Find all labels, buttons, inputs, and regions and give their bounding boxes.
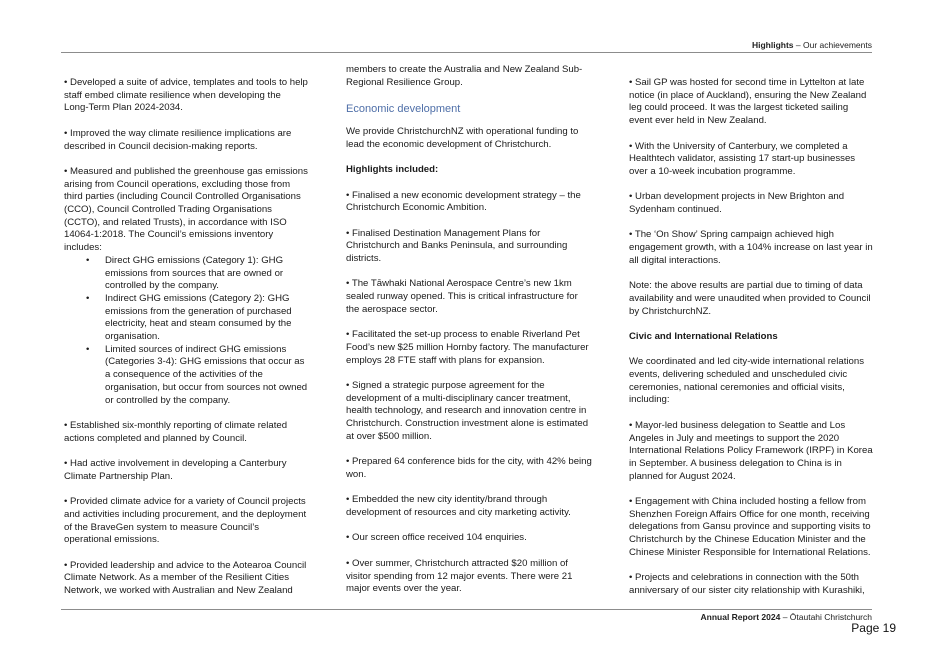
highlights-label: Highlights included: bbox=[346, 164, 439, 176]
paragraph: • Improved the way climate resilience implications are described in Council decision-making reports. bbox=[64, 127, 292, 152]
paragraph: • Provided leadership and advice to the Aotearoa Council Climate Network. As a member of the Resilient Cities Network, we worked with Australian and New Zealand bbox=[64, 559, 307, 597]
footer-subtitle: – Ōtautahi Christchurch bbox=[782, 612, 872, 622]
list-item: • The ‘On Show’ Spring campaign achieved high engagement growth, with a 104% increase on last year in all digital interactions. bbox=[629, 229, 873, 266]
list-item: • Over summer, Christchurch attracted $20 million of visitor spending from 12 major events. There were 21 major events over the year. bbox=[346, 557, 573, 595]
list-item: • Limited sources of indirect GHG emissions (Categories 3-4): GHG emissions that occur as a consequence of the activities of the organisation, but occur from sources not owned or controlled by the company. bbox=[105, 344, 308, 408]
list-item: • Mayor-led business delegation to Seattle and Los Angeles in July and meetings to support the 2020 International Relations Policy Framework (IRPF) in Korea in September. A business delegation to China is in planned for August 2024. bbox=[629, 419, 873, 482]
column-2 bbox=[346, 64, 592, 609]
paragraph: • Developed a suite of advice, templates and tools to help staff embed climate resilience when developing the Long-Term Plan 2024-2034. bbox=[64, 77, 308, 114]
header-section: Highlights bbox=[751, 40, 794, 50]
footer-rule bbox=[61, 609, 872, 610]
emissions-list bbox=[64, 255, 308, 407]
list-item: • Signed a strategic purpose agreement for the development of a multi-disciplinary cancer treatment, health technology, and research and innovation centre in Christchurch. Construction investment alone is estimated at over $500 million. bbox=[346, 380, 589, 442]
column-3 bbox=[629, 77, 873, 610]
footer-title: Annual Report 2024 bbox=[700, 612, 781, 622]
header-rule bbox=[61, 52, 872, 53]
list-item: • Our screen office received 104 enquiries. bbox=[346, 532, 527, 544]
note: Note: the above results are partial due to timing of data availability and were unaudited when provided to Council by ChristchurchNZ. bbox=[629, 280, 871, 317]
page-header bbox=[752, 40, 872, 50]
list-item: • Finalised Destination Management Plans for Christchurch and Banks Peninsula, and surrounding districts. bbox=[346, 227, 568, 265]
paragraph: • Had active involvement in developing a Canterbury Climate Partnership Plan. bbox=[64, 458, 287, 482]
list-item: • Prepared 64 conference bids for the city, with 42% being won. bbox=[346, 456, 592, 480]
list-item: • Engagement with China included hosting a fellow from Shenzhen Foreign Affairs Office for one month, receiving delegations from Gansu province and supporting visits to Christchurch by the Chinese Education Minister and the Chinese Minister Responsible for International Relations. bbox=[629, 496, 871, 558]
column-1 bbox=[64, 77, 308, 610]
paragraph: • Established six-monthly reporting of climate related actions completed and planned by Council. bbox=[64, 419, 288, 444]
list-item: • Projects and celebrations in connection with the 50th anniversary of our sister city relationship with Kurashiki, bbox=[629, 572, 865, 596]
page-footer bbox=[701, 612, 873, 622]
section-heading: Economic development bbox=[346, 103, 461, 116]
paragraph: members to create the Australia and New Zealand Sub-Regional Resilience Group. bbox=[346, 64, 583, 88]
header-subsection: – Our achievements bbox=[795, 40, 872, 50]
list-item: • Urban development projects in New Brighton and Sydenham continued. bbox=[629, 191, 845, 215]
paragraph: • Provided climate advice for a variety of Council projects and activities including procurement, and the deployment of the BraveGen system to measure Council’s operational emissions. bbox=[64, 496, 307, 546]
paragraph: We coordinated and led city-wide international relations events, delivering scheduled and unscheduled civic ceremonies, national ceremonies and official visits, including: bbox=[629, 356, 865, 406]
page-number: Page 19 bbox=[851, 621, 896, 635]
section-heading: Civic and International Relations bbox=[629, 330, 778, 342]
list-item: • Indirect GHG emissions (Category 2): GHG emissions from the generation of purchased electricity, heat and steam consumed by the organisation. bbox=[105, 293, 308, 344]
list-item: • Finalised a new economic development strategy – the Christchurch Economic Ambition. bbox=[346, 189, 581, 214]
list-item: • Facilitated the set-up process to enable Riverland Pet Food’s new $25 million Hornby factory. The manufacturer employs 28 FTE staff with plans for expansion. bbox=[346, 329, 589, 366]
list-item: • Direct GHG emissions (Category 1): GHG emissions from sources that are owned or controlled by the company. bbox=[105, 255, 308, 293]
list-item: • The Tāwhaki National Aerospace Centre’s new 1km sealed runway opened. This is critical infrastructure for the aerospace sector. bbox=[346, 278, 578, 315]
list-item: • Embedded the new city identity/brand through development of resources and city marketing activity. bbox=[346, 494, 571, 519]
list-item: • With the University of Canterbury, we completed a Healthtech validator, assisting 17 start-up businesses over a 10-week incubation programme. bbox=[629, 140, 856, 177]
paragraph: • Measured and published the greenhouse gas emissions arising from Council operations, excluding those from third parties (including Council Controlled Organisations (CCO), Council Controlled Trading Organisations (CCTO), and related Trusts), in accordance with ISO 14064-1:2018. The Council’s emissions inventory includes: bbox=[64, 165, 308, 254]
list-item: • Sail GP was hosted for second time in Lyttelton at late notice (in place of Auckland), ensuring the New Zealand leg could proceed. It was the largest ticketed sailing event ever held in New Zealand. bbox=[629, 77, 867, 127]
paragraph: We provide ChristchurchNZ with operational funding to lead the economic development of Christchurch. bbox=[346, 126, 579, 150]
